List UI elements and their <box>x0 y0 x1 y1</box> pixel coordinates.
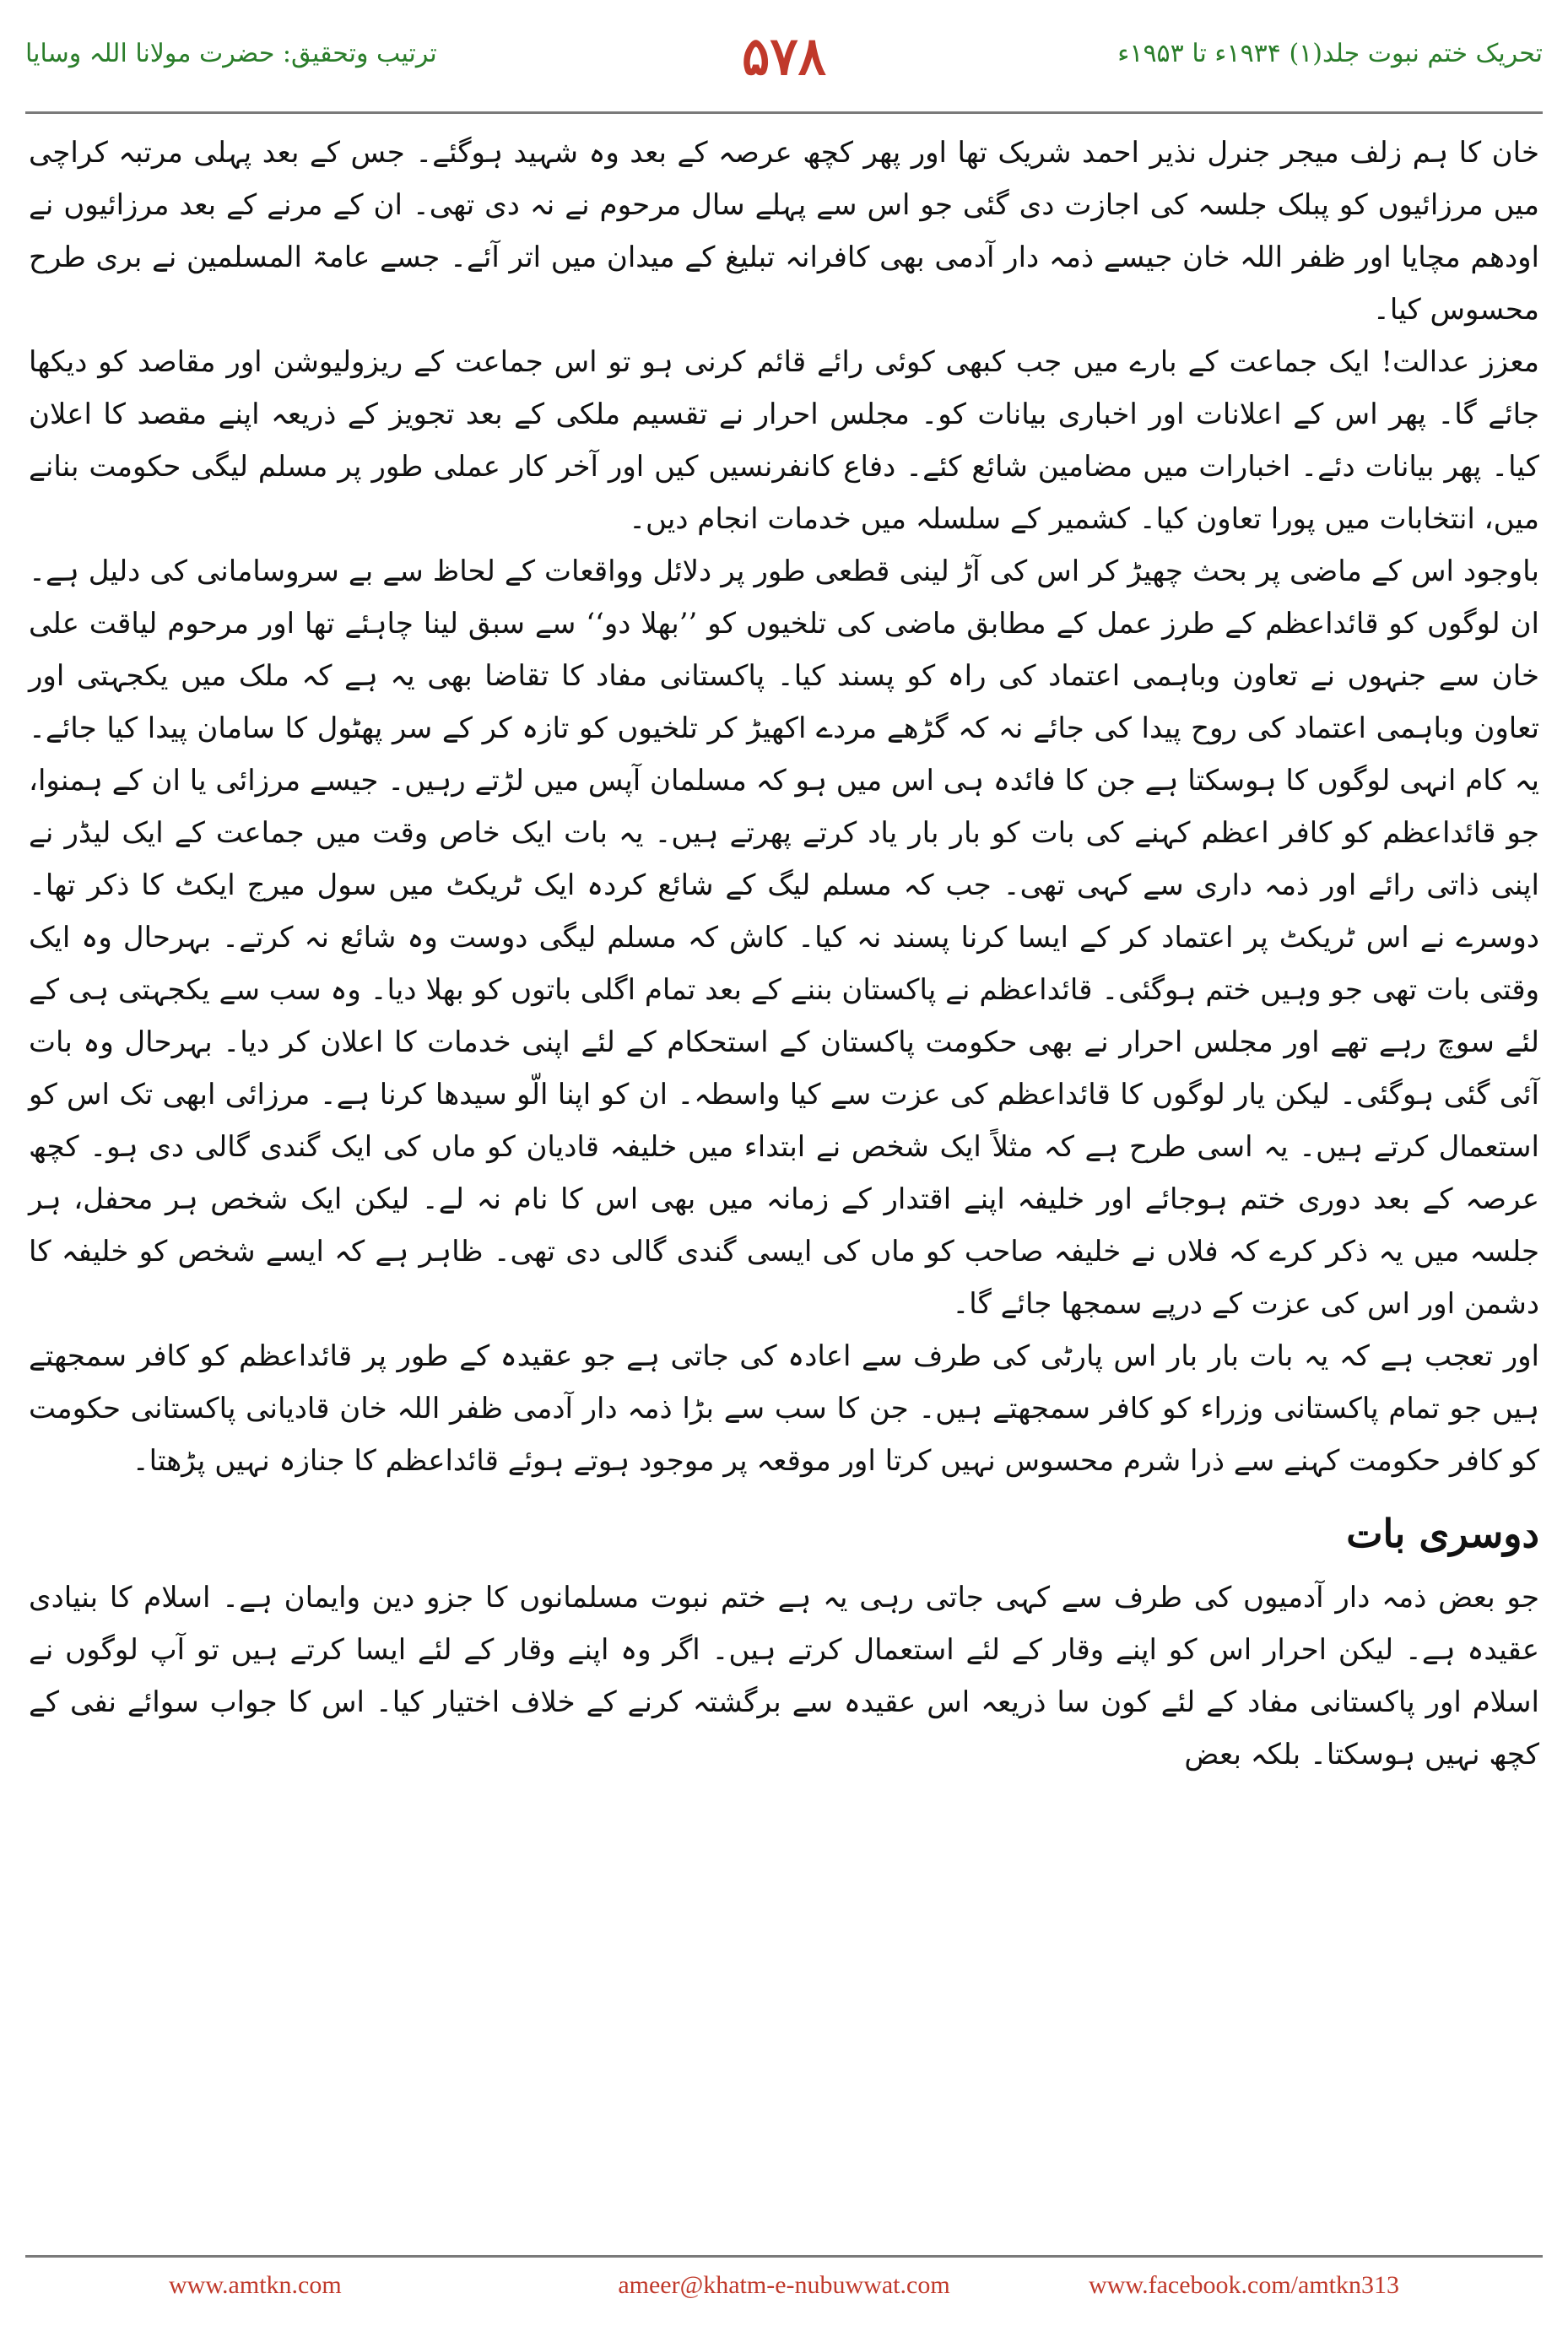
facebook-link[interactable]: www.facebook.com/amtkn313 <box>1089 2271 1399 2299</box>
section-heading: دوسری بات <box>1346 1511 1539 1556</box>
header-divider <box>25 111 1543 114</box>
page-header <box>25 15 1543 116</box>
paragraph: اور تعجب ہے کہ یہ بات بار بار اس پارٹی کی طرف سے اعادہ کی جاتی ہے جو عقیدہ کے طور پر قائداعظم کو کافر سمجھتے ہیں جو تمام پاکستانی وزراء کو کافر سمجھتے ہیں۔ جن کا سب سے بڑا ذمہ دار آدمی ظفر اللہ خان قادیانی پاکستانی حکومت کو کافر حکومت کہنے سے ذرا شرم محسوس نہیں کرتا اور موقعہ پر موجود ہوتے ہوئے قائداعظم کا جنازہ نہیں پڑھتا۔ <box>29 1339 1539 1478</box>
footer-divider <box>25 2255 1543 2258</box>
page-body <box>29 127 1539 2207</box>
book-title: تحریک ختم نبوت جلد(۱) ۱۹۳۴ء تا ۱۹۵۳ء <box>1117 39 1543 68</box>
paragraph: معزز عدالت! ایک جماعت کے بارے میں جب کبھی کوئی رائے قائم کرنی ہو تو اس جماعت کے ریزولیوشن اور مقاصد کو دیکھا جائے گا۔ پھر اس کے اعلانات اور اخباری بیانات کو۔ مجلس احرار نے تقسیم ملکی کے بعد تجویز کے ذریعہ اپنے مقصد کا اعلان کیا۔ پھر بیانات دئے۔ اخبارات میں مضامین شائع کئے۔ دفاع کانفرنسیں کیں اور آخر کار عملی طور پر مسلم لیگی حکومت بنانے میں، انتخابات میں پورا تعاون کیا۔ کشمیر کے سلسلہ میں خدمات انجام دیں۔ <box>29 345 1539 536</box>
compiler-credit: ترتیب وتحقیق: حضرت مولانا اللہ وسایا <box>25 39 437 68</box>
paragraph: خان کا ہم زلف میجر جنرل نذیر احمد شریک تھا اور پھر کچھ عرصہ کے بعد وہ شہید ہوگئے۔ جس کے بعد پہلی مرتبہ کراچی میں مرزائیوں کو پبلک جلسہ کی اجازت دی گئی جو اس سے پہلے سال مرحوم نے نہ دی تھی۔ ان کے مرنے کے بعد مرزائیوں نے اودھم مچایا اور ظفر اللہ خان جیسے ذمہ دار آدمی بھی کافرانہ تبلیغ کے میدان میں اتر آئے۔ جسے عامۃ المسلمین نے بری طرح محسوس کیا۔ <box>29 136 1539 327</box>
paragraph: باوجود اس کے ماضی پر بحث چھیڑ کر اس کی آڑ لینی قطعی طور پر دلائل وواقعات کے لحاظ سے بے سروسامانی کی دلیل ہے۔ ان لوگوں کو قائداعظم کے طرز عمل کے مطابق ماضی کی تلخیوں کو ’’بھلا دو‘‘ سے سبق لینا چاہئے تھا اور مرحوم لیاقت علی خان سے جنہوں نے تعاون وباہمی اعتماد کی راہ کو پسند کیا۔ پاکستانی مفاد کا تقاضا بھی یہ ہے کہ ملک میں یکجہتی اور تعاون وباہمی اعتماد کی روح پیدا کی جائے نہ کہ گڑھے مردے اکھیڑ کر تلخیوں کو تازہ کر کے سر پھٹول کا سامان پیدا کیا جائے۔ یہ کام انہی لوگوں کا ہوسکتا ہے جن کا فائدہ ہی اس میں ہو کہ مسلمان آپس میں لڑتے رہیں۔ جیسے مرزائی یا ان کے ہمنوا، جو قائداعظم کو کافر اعظم کہنے کی بات کو بار بار یاد کرتے پھرتے ہیں۔ یہ بات ایک خاص وقت میں جماعت کے ایک لیڈر نے اپنی ذاتی رائے اور ذمہ داری سے کہی تھی۔ جب کہ مسلم لیگ کے شائع کردہ ایک ٹریکٹ میں سول میرج ایکٹ کا ذکر تھا۔ دوسرے نے اس ٹریکٹ پر اعتماد کر کے ایسا کرنا پسند نہ کیا۔ کاش کہ مسلم لیگی دوست وہ شائع نہ کرتے۔ بہرحال وہ ایک وقتی بات تھی جو وہیں ختم ہوگئی۔ قائداعظم نے پاکستان بننے کے بعد تمام اگلی باتوں کو بھلا دیا۔ وہ سب سے یکجہتی ہی کے لئے سوچ رہے تھے اور مجلس احرار نے بھی حکومت پاکستان کے استحکام کے لئے اپنی خدمات کا اعلان کر دیا۔ بہرحال وہ بات آئی گئی ہوگئی۔ لیکن یار لوگوں کا قائداعظم کی عزت سے کیا واسطہ۔ ان کو اپنا الّو سیدھا کرنا ہے۔ مرزائی ابھی تک اس کو استعمال کرتے ہیں۔ یہ اسی طرح ہے کہ مثلاً ایک شخص نے ابتداء میں خلیفہ قادیان کو ماں کی ایک گندی گالی دی ہو۔ کچھ عرصہ کے بعد دوری ختم ہوجائے اور خلیفہ اپنے اقتدار کے زمانہ میں بھی اس کا نام نہ لے۔ لیکن ایک شخص ہر محفل، ہر جلسہ میں یہ ذکر کرے کہ فلاں نے خلیفہ صاحب کو ماں کی ایسی گندی گالی دی تھی۔ ظاہر ہے کہ ایسے شخص کو خلیفہ کا دشمن اور اس کی عزت کے درپے سمجھا جائے گا۔ <box>29 554 1539 1321</box>
page-footer <box>25 2266 1543 2308</box>
page-number: ۵۷۸ <box>742 25 826 87</box>
email-link[interactable]: ameer@khatm-e-nubuwwat.com <box>618 2271 950 2299</box>
paragraph: جو بعض ذمہ دار آدمیوں کی طرف سے کہی جاتی رہی یہ ہے ختم نبوت مسلمانوں کا جزو دین وایمان ہے۔ اسلام کا بنیادی عقیدہ ہے۔ لیکن احرار اس کو اپنے وقار کے لئے استعمال کرتے ہیں۔ اگر وہ اپنے وقار کے لئے ایسا کرتے ہیں تو آپ لوگوں نے اسلام اور پاکستانی مفاد کے لئے کون سا ذریعہ اس عقیدہ سے برگشتہ کرنے کے خلاف اختیار کیا۔ اس کا جواب سوائے نفی کے کچھ نہیں ہوسکتا۔ بلکہ بعض <box>29 1581 1539 1771</box>
website-link[interactable]: www.amtkn.com <box>169 2271 342 2299</box>
